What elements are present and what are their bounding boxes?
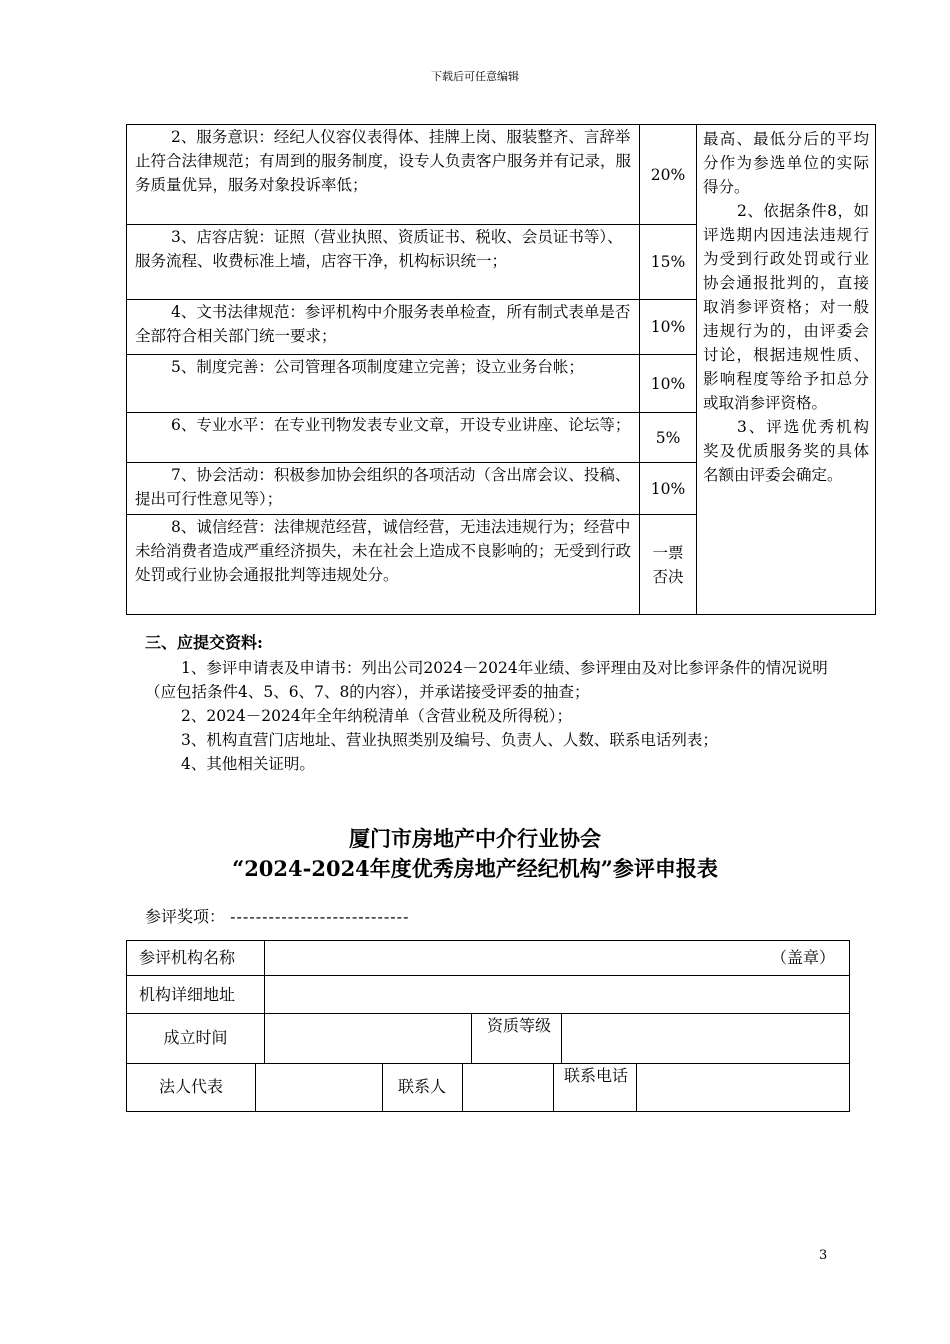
list-item: 4、其他相关证明。 [181,755,315,773]
criterion-weight: 10% [640,463,697,515]
list-item: 2、2024－2024年全年纳税清单（含营业税及所得税）； [181,707,573,725]
seal-label: （盖章） [771,948,836,967]
award-label: 参评奖项： [145,907,226,926]
form-title: 厦门市房地产中介行业协会 [349,826,601,851]
criterion-description: 7、协会活动：积极参加协会组织的各项活动（含出席会议、投稿、提出可行性意见等）； [127,463,640,515]
criterion-weight: 10% [640,300,697,355]
criterion-description: 3、店容店貌：证照（营业执照、资质证书、税收、会员证书等）、服务流程、收费标准上墙，店容干净，机构标识统一； [127,225,640,300]
page-number: 3 [819,1248,828,1263]
note-3: 3、评选优秀机构奖及优质服务奖的具体名额由评委会确定。 [703,418,869,484]
list-item: 3、机构直营门店地址、营业执照类别及编号、负责人、人数、联系电话列表； [181,731,718,749]
criterion-weight: 5% [640,413,697,463]
list-item: 1、参评申请表及申请书：列出公司2024－2024年业绩、参评理由及对比参评条件的情况说明（应包括条件4、5、6、7、8的内容），并承诺接受评委的抽查； [145,659,828,701]
criterion-weight: 一票否决 [640,515,697,615]
criteria-table [126,124,876,615]
qualification-label: 资质等级 [486,1016,551,1035]
phone-label: 联系电话 [563,1066,628,1085]
scoring-notes [697,125,876,615]
criterion-description: 5、制度完善：公司管理各项制度建立完善；设立业务台帐； [127,355,640,413]
address-label: 机构详细地址 [139,985,236,1004]
legal-rep-label: 法人代表 [158,1077,223,1096]
award-field [145,904,409,927]
criterion-weight: 15% [640,225,697,300]
criterion-description: 2、服务意识：经纪人仪容仪表得体、挂牌上岗、服装整齐、言辞举止符合法律规范；有周到的服务制度，设专人负责客户服务并有记录，服务质量优异，服务对象投诉率低； [127,125,640,225]
materials-list [145,656,845,776]
criterion-description: 6、专业水平：在专业刊物发表专业文章，开设专业讲座、论坛等； [127,413,640,463]
award-blank: ---------------------------- [230,907,410,926]
founded-label: 成立时间 [163,1028,228,1047]
criterion-description: 8、诚信经营：法律规范经营，诚信经营，无违法违规行为；经营中未给消费者造成严重经济损失，未在社会上造成不良影响的；无受到行政处罚或行业协会通报批判等违规处分。 [127,515,640,615]
criterion-description: 4、文书法律规范：参评机构中介服务表单检查，所有制式表单是否全部符合相关部门统一要求； [127,300,640,355]
note-2: 2、依据条件8，如评选期内因违法违规行为受到行政处罚或行业协会通报批判的，直接取消参评资格；对一般违规行为的，由评委会讨论，根据违规性质、影响程度等给予扣总分或取消参评资格。 [703,202,869,412]
criterion-weight: 20% [640,125,697,225]
form-subtitle: “2024-2024年度优秀房地产经纪机构”参评申报表 [232,856,718,881]
application-form-table [126,940,850,1112]
criterion-weight: 10% [640,355,697,413]
section-heading: 三、应提交资料: [145,633,263,652]
note-1: 最高、最低分后的平均分作为参选单位的实际得分。 [703,130,869,196]
table-row [127,125,876,225]
page-header-note: 下载后可任意编辑 [431,70,519,83]
contact-label: 联系人 [397,1077,446,1096]
org-name-label: 参评机构名称 [139,948,236,967]
